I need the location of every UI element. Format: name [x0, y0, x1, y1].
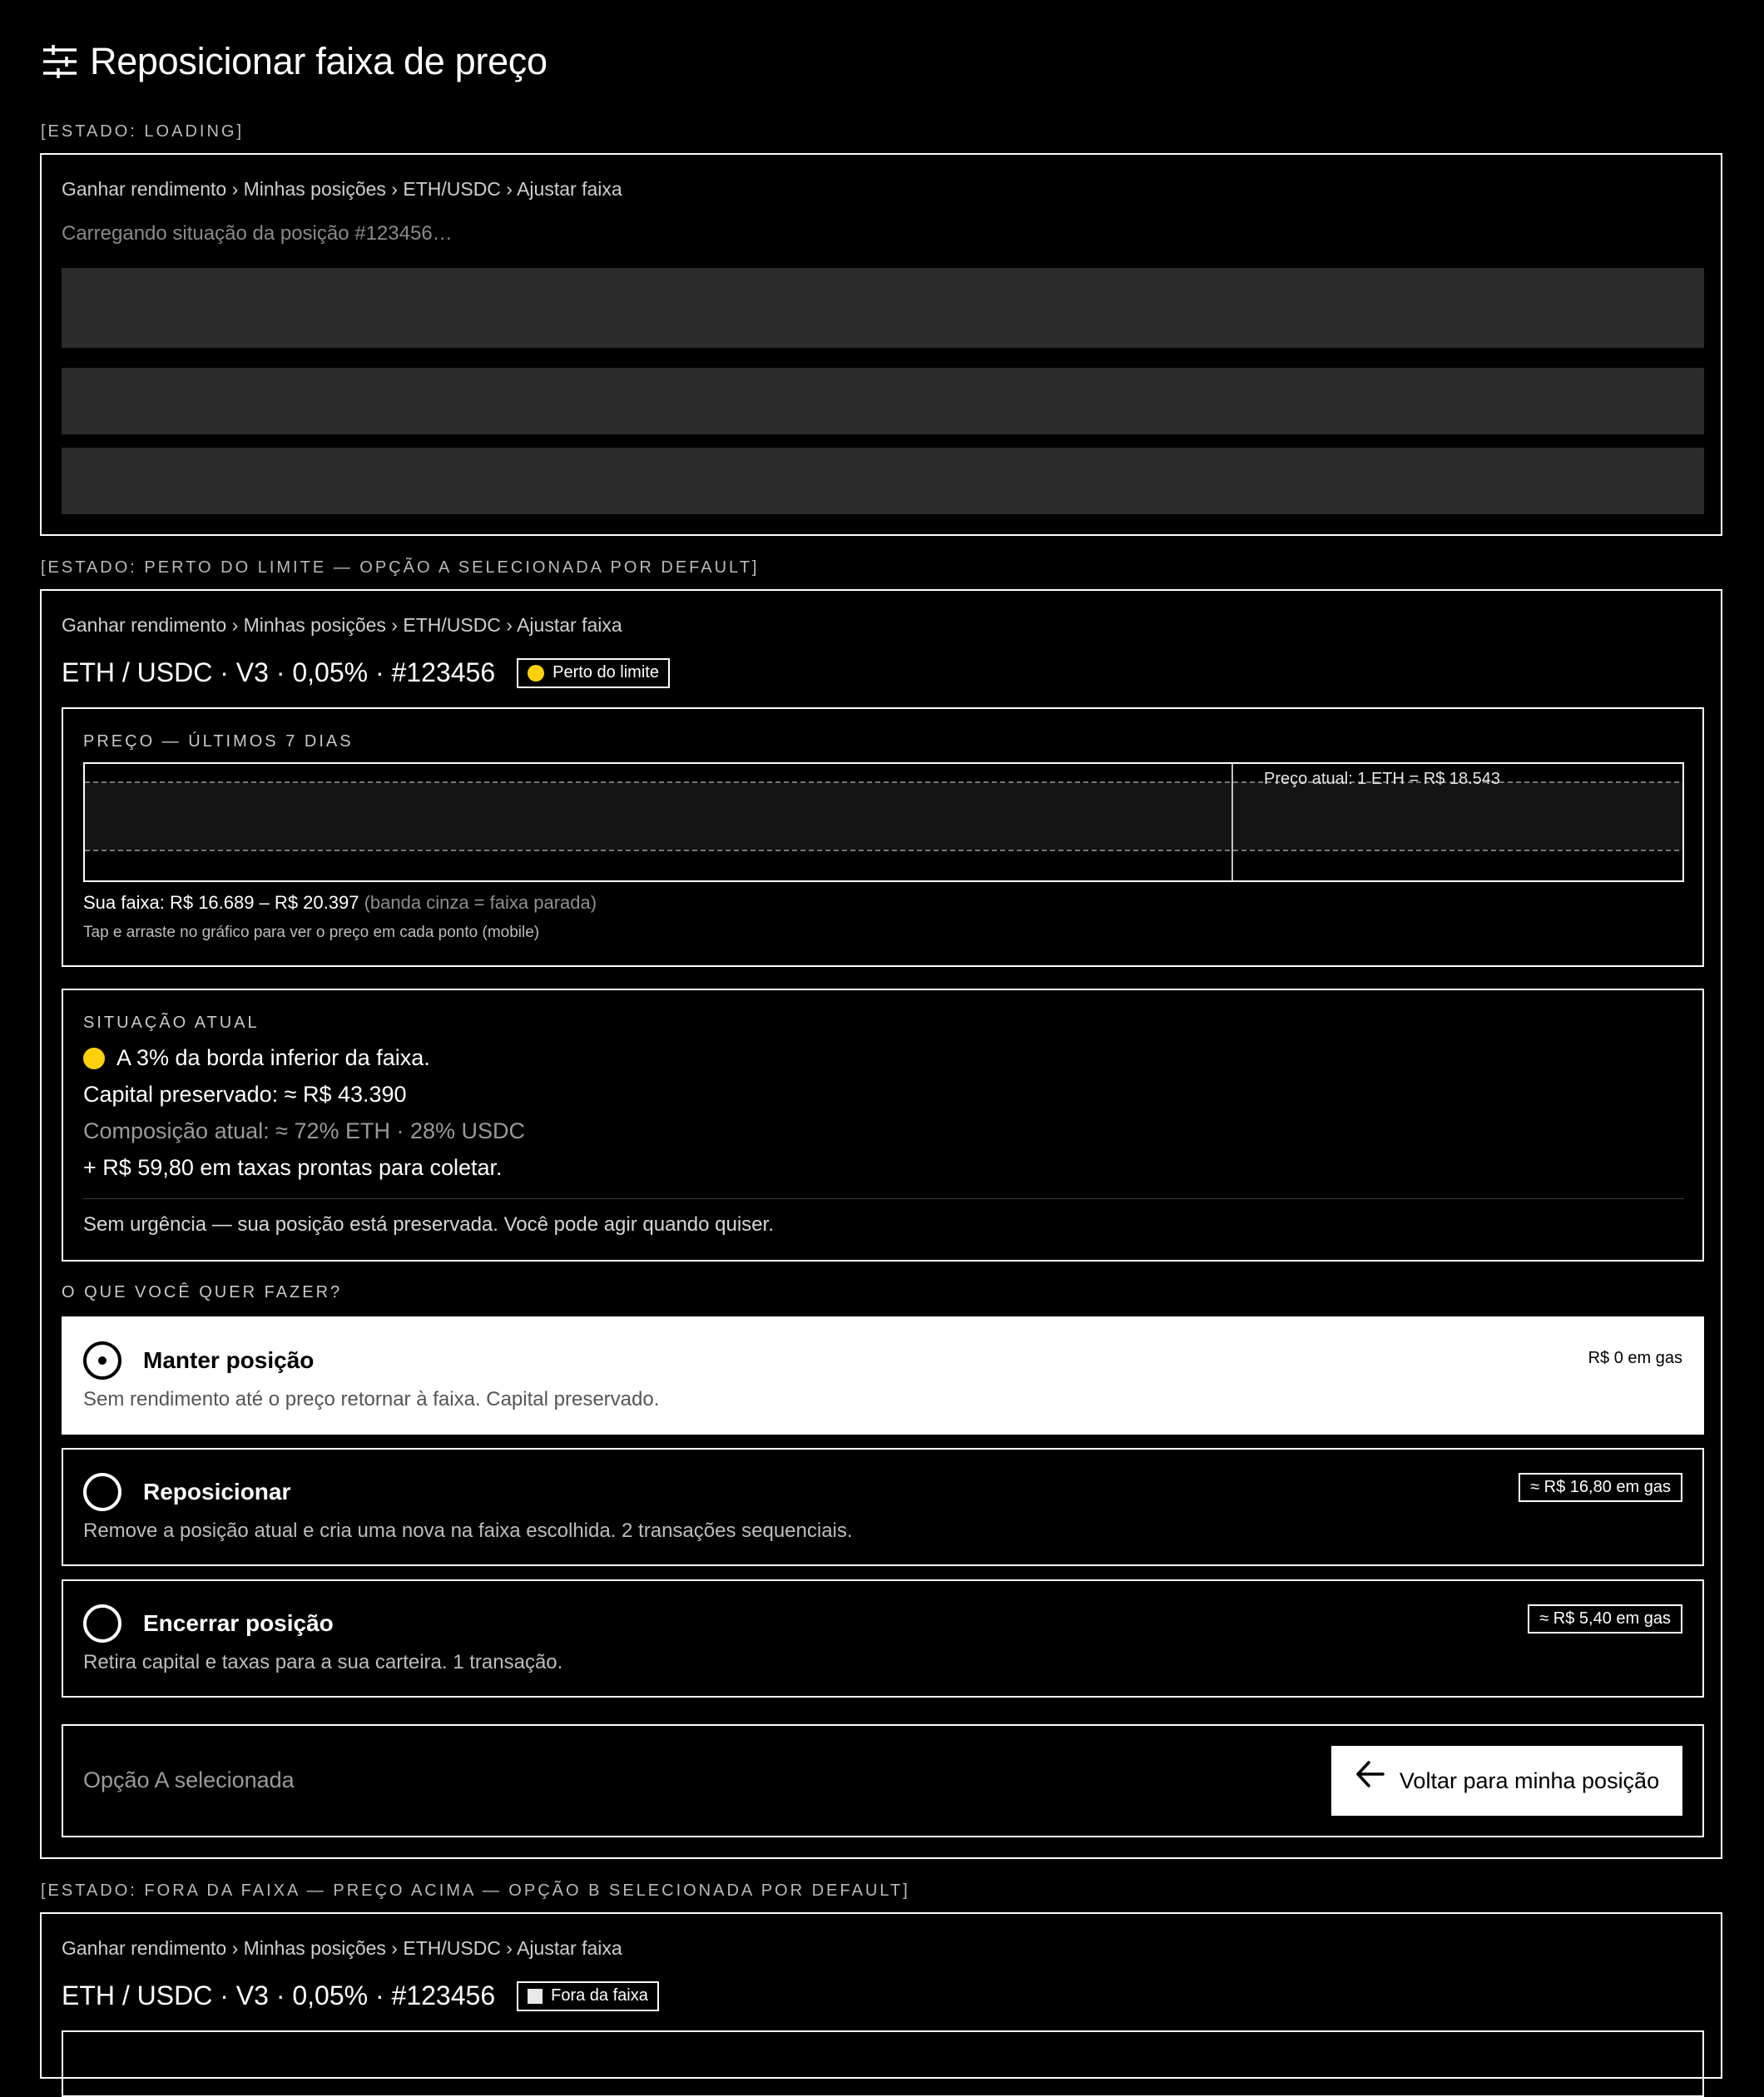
option-close-position[interactable] — [62, 1579, 1704, 1698]
back-to-position-button[interactable] — [1331, 1746, 1682, 1816]
gas-cost: ≈ R$ 5,40 em gas — [1528, 1604, 1682, 1633]
chart-hint: Tap e arraste no gráfico para ver o preço em cada ponto (mobile) — [83, 924, 540, 941]
action-footer — [62, 1724, 1704, 1837]
options-question: O QUE VOCÊ QUER FAZER? — [62, 1283, 343, 1301]
situation-label: SITUAÇÃO ATUAL — [83, 1014, 260, 1032]
skeleton-chart — [62, 268, 1704, 348]
page-header — [42, 40, 548, 83]
price-chart-card — [62, 707, 1704, 967]
option-reposition[interactable] — [62, 1448, 1704, 1566]
position-header — [62, 657, 670, 688]
price-chart[interactable] — [83, 762, 1684, 882]
option-description: Retira capital e taxas para a sua carteira. 1 transação. — [83, 1651, 563, 1673]
state-label-loading: [ESTADO: LOADING] — [41, 122, 244, 141]
warning-dot-icon — [83, 1048, 105, 1069]
urgency-note: Sem urgência — sua posição está preservada. Você pode agir quando quiser. — [83, 1213, 774, 1236]
option-keep-position[interactable] — [62, 1316, 1704, 1435]
loading-text: Carregando situação da posição #123456… — [62, 222, 453, 245]
position-title: ETH / USDC · V3 · 0,05% · #123456 — [62, 1980, 496, 2010]
status-badge-label: Perto do limite — [552, 663, 659, 682]
skeleton-options — [62, 448, 1704, 514]
breadcrumb[interactable]: Ganhar rendimento › Minhas posições › ETH/USDC › Ajustar faixa — [62, 178, 622, 200]
state-label-out-of-range: [ESTADO: FORA DA FAIXA — PREÇO ACIMA — OPÇÃO B SELECIONADA POR DEFAULT] — [41, 1881, 910, 1900]
loading-state-frame — [40, 153, 1722, 536]
warning-dot-icon — [528, 665, 544, 682]
out-of-range-square-icon — [528, 1989, 543, 2004]
composition: Composição atual: ≈ 72% ETH · 28% USDC — [83, 1118, 526, 1143]
skeleton-situation — [62, 368, 1704, 434]
position-title: ETH / USDC · V3 · 0,05% · #123456 — [62, 657, 496, 687]
option-description: Remove a posição atual e cria uma nova na faixa escolhida. 2 transações sequenciais. — [83, 1519, 853, 1542]
radio-unselected-icon[interactable] — [83, 1473, 121, 1511]
sliders-icon — [42, 45, 78, 78]
option-title: Encerrar posição — [143, 1610, 334, 1636]
range-band — [85, 782, 1682, 850]
range-note: (banda cinza = faixa parada) — [364, 892, 597, 913]
breadcrumb[interactable]: Ganhar rendimento › Minhas posições › ETH/USDC › Ajustar faixa — [62, 614, 622, 636]
radio-unselected-icon[interactable] — [83, 1604, 121, 1643]
range-summary — [83, 892, 597, 914]
gas-cost: ≈ R$ 16,80 em gas — [1519, 1473, 1682, 1502]
option-title: Reposicionar — [143, 1479, 291, 1505]
situation-card — [62, 989, 1704, 1262]
distance-text: A 3% da borda inferior da faixa. — [116, 1045, 430, 1070]
status-badge — [517, 1981, 659, 2011]
situation-divider — [83, 1198, 1684, 1199]
out-of-range-state-frame — [40, 1912, 1722, 2079]
arrow-left-icon — [1355, 1768, 1400, 1794]
status-badge-label: Fora da faixa — [551, 1986, 648, 2005]
radio-selected-icon[interactable] — [83, 1341, 121, 1380]
status-badge — [517, 658, 670, 688]
position-header — [62, 1980, 659, 2011]
price-card-label: PREÇO — ÚLTIMOS 7 DIAS — [83, 732, 354, 751]
selected-option-text: Opção A selecionada — [83, 1767, 295, 1792]
page-title: Reposicionar faixa de preço — [90, 40, 548, 82]
current-price-label: Preço atual: 1 ETH = R$ 18.543 — [1264, 770, 1501, 788]
range-text: Sua faixa: R$ 16.689 – R$ 20.397 — [83, 892, 359, 913]
gas-cost: R$ 0 em gas — [1588, 1349, 1682, 1367]
option-title: Manter posição — [143, 1347, 315, 1373]
price-chart-card — [62, 2030, 1704, 2097]
breadcrumb[interactable]: Ganhar rendimento › Minhas posições › ETH/USDC › Ajustar faixa — [62, 1937, 622, 1959]
option-description: Sem rendimento até o preço retornar à faixa. Capital preservado. — [83, 1388, 660, 1410]
state-label-near-limit: [ESTADO: PERTO DO LIMITE — OPÇÃO A SELECIONADA POR DEFAULT] — [41, 558, 760, 577]
back-button-label: Voltar para minha posição — [1399, 1767, 1660, 1793]
capital-preserved: Capital preservado: ≈ R$ 43.390 — [83, 1082, 407, 1107]
near-limit-state-frame — [40, 589, 1722, 1859]
fees-to-collect: + R$ 59,80 em taxas prontas para coletar. — [83, 1155, 503, 1180]
situation-line-distance — [83, 1045, 430, 1071]
